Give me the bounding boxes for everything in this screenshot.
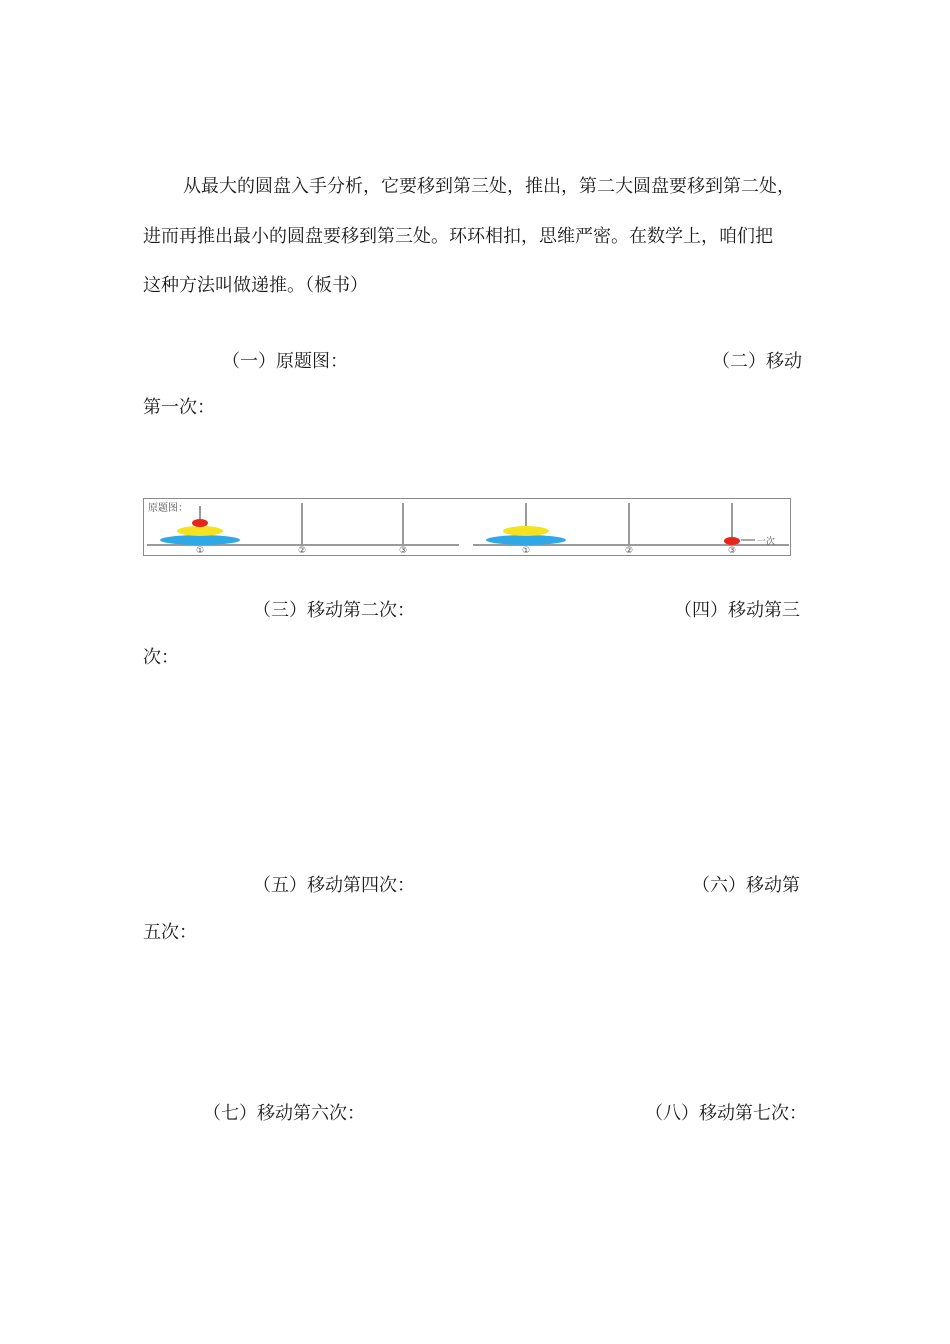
peg-label: ② bbox=[624, 546, 634, 556]
paragraph-line-1: 从最大的圆盘入手分析，它要移到第三处，推出，第二大圆盘要移到第二处， bbox=[183, 176, 795, 197]
peg-label: ① bbox=[195, 546, 205, 556]
paragraph-line-2: 进而再推出最小的圆盘要移到第三处。环环相扣，思维严密。在数学上，咱们把 bbox=[143, 226, 773, 247]
hanoi-figure-svg bbox=[143, 498, 791, 556]
caption-move-1-cont: 第一次： bbox=[143, 397, 215, 418]
small-disk bbox=[724, 537, 740, 545]
caption-move-6: （七）移动第六次： bbox=[203, 1103, 365, 1124]
hanoi-figure bbox=[143, 498, 791, 556]
large-disk bbox=[486, 535, 566, 545]
medium-disk bbox=[503, 526, 549, 536]
peg-label: ③ bbox=[727, 546, 737, 556]
small-disk bbox=[192, 519, 208, 527]
large-disk bbox=[160, 535, 240, 545]
caption-move-1: （二）移动 bbox=[712, 351, 802, 372]
caption-move-5-cont: 五次： bbox=[143, 922, 197, 943]
figure-label: 原题图： bbox=[148, 503, 188, 514]
caption-move-3: （四）移动第三 bbox=[674, 600, 800, 621]
paragraph-line-3: 这种方法叫做递推。（板书） bbox=[143, 275, 368, 296]
caption-move-3-cont: 次： bbox=[143, 647, 179, 668]
caption-move-7: （八）移动第七次： bbox=[645, 1103, 807, 1124]
caption-move-4: （五）移动第四次： bbox=[253, 875, 415, 896]
caption-original: （一）原题图： bbox=[222, 351, 348, 372]
peg-label: ① bbox=[521, 546, 531, 556]
peg-label: ③ bbox=[398, 546, 408, 556]
caption-move-5: （六）移动第 bbox=[692, 875, 800, 896]
medium-disk bbox=[177, 526, 223, 536]
caption-move-2: （三）移动第二次： bbox=[253, 600, 415, 621]
figure-border bbox=[144, 499, 791, 556]
move-label: 一次 bbox=[757, 537, 776, 547]
peg-label: ② bbox=[297, 546, 307, 556]
